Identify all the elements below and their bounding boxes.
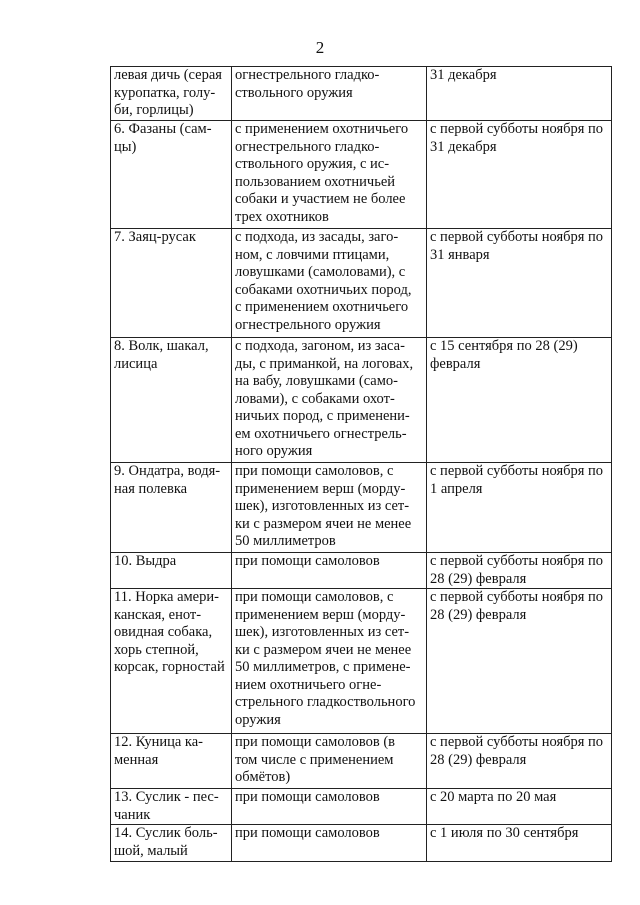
period-cell xyxy=(427,463,612,553)
period-cell-text: с первой субботы ноября по 28 (29) февраля xyxy=(430,553,604,587)
method-cell-text: с применением охотничьего огнестрельного гладко- ствольного оружия, с ис- пользованием охотничьей собаки и участием не более трех охотников xyxy=(235,121,409,225)
table-row xyxy=(111,463,612,553)
species-cell xyxy=(111,825,232,862)
table-body xyxy=(111,67,612,862)
method-cell-text: огнестрельного гладко- ствольного оружия xyxy=(235,67,380,101)
method-cell-text: при помощи самоловов (в том числе с применением обмётов) xyxy=(235,734,396,785)
period-cell-text: с 15 сентября по 28 (29) февраля xyxy=(430,338,578,372)
period-cell-text: с первой субботы ноября по 31 декабря xyxy=(430,121,604,155)
table-row xyxy=(111,338,612,463)
method-cell-text: при помощи самоловов xyxy=(235,789,380,805)
period-cell xyxy=(427,589,612,734)
species-cell xyxy=(111,229,232,338)
method-cell-text: при помощи самоловов xyxy=(235,553,380,569)
method-cell-text: при помощи самоловов xyxy=(235,825,380,841)
period-cell xyxy=(427,67,612,121)
page-number: 2 xyxy=(315,38,325,57)
species-cell xyxy=(111,338,232,463)
species-cell xyxy=(111,589,232,734)
species-cell-text: 6. Фазаны (сам- цы) xyxy=(114,121,212,155)
table-row xyxy=(111,589,612,734)
table-row xyxy=(111,229,612,338)
species-cell xyxy=(111,463,232,553)
table-row xyxy=(111,121,612,229)
period-cell-text: 31 декабря xyxy=(430,67,497,83)
hunting-regulations-table xyxy=(110,66,612,862)
species-cell xyxy=(111,789,232,825)
species-cell xyxy=(111,67,232,121)
method-cell-text: при помощи самоловов, с применением верш (морду- шек), изготовленных из сет- ки с размером ячеи не менее 50 миллиметров, с примене- нием охотничьего огне- стрельного гладкоствольного оружия xyxy=(235,589,416,728)
method-cell xyxy=(232,825,427,862)
period-cell xyxy=(427,789,612,825)
period-cell xyxy=(427,553,612,589)
species-cell-text: 9. Ондатра, водя- ная полевка xyxy=(114,463,221,497)
period-cell xyxy=(427,338,612,463)
species-cell xyxy=(111,553,232,589)
species-cell-text: 11. Норка амери- канская, енот- овидная собака, хорь степной, корсак, горностай xyxy=(114,589,225,675)
species-cell xyxy=(111,121,232,229)
period-cell-text: с первой субботы ноября по 1 апреля xyxy=(430,463,604,497)
period-cell xyxy=(427,825,612,862)
period-cell xyxy=(427,121,612,229)
method-cell xyxy=(232,734,427,789)
species-cell-text: левая дичь (серая куропатка, голу- би, горлицы) xyxy=(114,67,222,118)
method-cell xyxy=(232,338,427,463)
period-cell-text: с 1 июля по 30 сентября xyxy=(430,825,579,841)
table-row xyxy=(111,553,612,589)
method-cell xyxy=(232,789,427,825)
method-cell xyxy=(232,229,427,338)
method-cell-text: с подхода, загоном, из заса- ды, с приманкой, на логовах, на вабу, ловушками (само- ловами), с собаками охот- ничьих пород, с применени- ем охотничьего огнестрель- ного оружия xyxy=(235,338,414,459)
period-cell-text: с первой субботы ноября по 28 (29) февраля xyxy=(430,734,604,768)
method-cell-text: с подхода, из засады, заго- ном, с ловчими птицами, ловушками (самоловами), с собаками охотничьих пород, с применением охотничьего огнестрельного оружия xyxy=(235,229,412,333)
species-cell-text: 12. Куница ка- менная xyxy=(114,734,204,768)
period-cell xyxy=(427,734,612,789)
table-row xyxy=(111,734,612,789)
table-row xyxy=(111,67,612,121)
species-cell-text: 8. Волк, шакал, лисица xyxy=(114,338,209,372)
method-cell xyxy=(232,463,427,553)
method-cell xyxy=(232,589,427,734)
period-cell-text: с 20 марта по 20 мая xyxy=(430,789,557,805)
period-cell-text: с первой субботы ноября по 31 января xyxy=(430,229,604,263)
species-cell-text: 7. Заяц-русак xyxy=(114,229,196,245)
species-cell-text: 13. Суслик - пес- чаник xyxy=(114,789,219,823)
period-cell xyxy=(427,229,612,338)
method-cell xyxy=(232,67,427,121)
method-cell-text: при помощи самоловов, с применением верш (морду- шек), изготовленных из сет- ки с размером ячеи не менее 50 миллиметров xyxy=(235,463,412,549)
species-cell xyxy=(111,734,232,789)
species-cell-text: 10. Выдра xyxy=(114,553,177,569)
species-cell-text: 14. Суслик боль- шой, малый xyxy=(114,825,218,859)
table-row xyxy=(111,825,612,862)
table-row xyxy=(111,789,612,825)
period-cell-text: с первой субботы ноября по 28 (29) февраля xyxy=(430,589,604,623)
method-cell xyxy=(232,121,427,229)
method-cell xyxy=(232,553,427,589)
